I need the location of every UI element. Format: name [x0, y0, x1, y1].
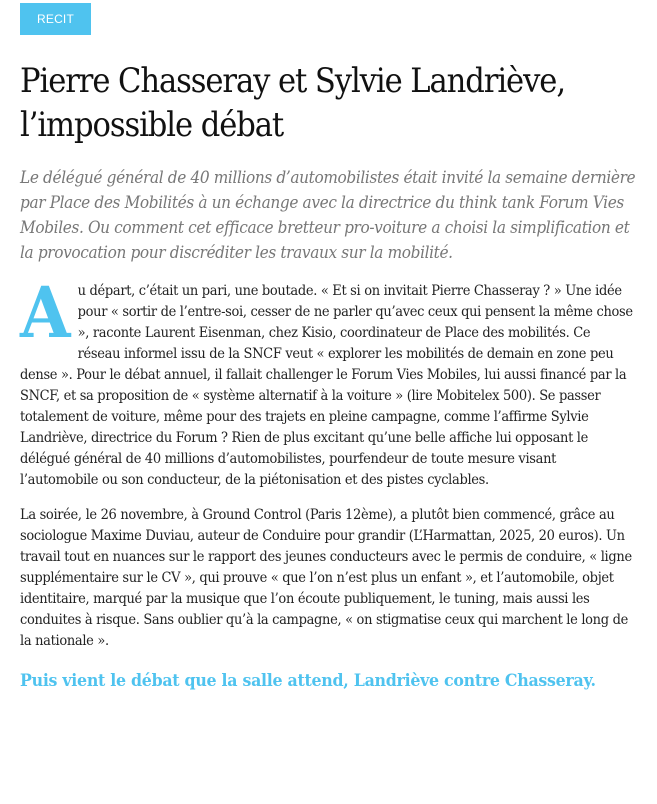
paragraph-1 [20, 271, 634, 491]
drop-cap: A [20, 271, 71, 354]
section-subhead: Puis vient le débat que la salle attend, Landrièvе contre Chasseray. [20, 671, 596, 691]
category-badge[interactable]: RECIT [20, 3, 91, 35]
article-title: Pierre Chasseray et Sylvie Landrièvе, l’impossible débat [20, 61, 565, 145]
paragraph-2: La soirée, le 26 novembre, à Ground Control (Paris 12ème), a plutôt bien commencé, grâce au sociologue Maxime Duviau, auteur de Conduire pour grandir (L’Harmattan, 2025, 20 euros). Un travail tout en nuances sur le rapport des jeunes conducteurs avec le permis de conduire, « ligne supplémentaire sur le CV », qui prouve « que l’on n’est plus un enfant », et l’automobile, objet identitaire, marqué par la musique que l’on écoute publiquement, le tuning, mais aussi les conduites à risque. Sans oublier qu’à la campagne, « on stigmatise ceux qui marchent le long de la nationale ». [20, 507, 632, 649]
paragraph-1-text: u départ, c’était un pari, une boutade. « Et si on invitait Pierre Chasseray ? » Une idée pour « sortir de l’entre-soi, cesser de ne parler qu’avec ceux qui pensent la même chose », raconte Laurent Eisenman, chez Kisio, coordinateur de Place des mobilités. Ce réseau informel issu de la SNCF veut « explorer les mobilités de demain en zone peu dense ». Pour le débat annuel, il fallait challenger le Forum Vies Mobiles, lui aussi financé par la SNCF, et sa proposition de « système alternatif à la voiture » (lire Mobitelex 500). Se passer totalement de voiture, même pour des trajets en pleine campagne, comme l’affirme Sylvie Landrièvе, directrice du Forum ? Rien de plus excitant qu’une belle affiche lui opposant le délégué général de 40 millions d’automobilistes, pourfendeur de toute mesure visant l’automobile ou son conducteur, de la piétonisation et des pistes cyclables. [20, 283, 633, 488]
article [20, 0, 640, 693]
article-lede: Le délégué général de 40 millions d’automobilistes était invité la semaine dernière par Place des Mobilités à un échange avec la directrice du think tank Forum Vies Mobiles. Ou comment cet efficace bretteur pro-voiture a choisi la simplification et la provocation pour discréditer les travaux sur la mobilité. [20, 168, 636, 262]
